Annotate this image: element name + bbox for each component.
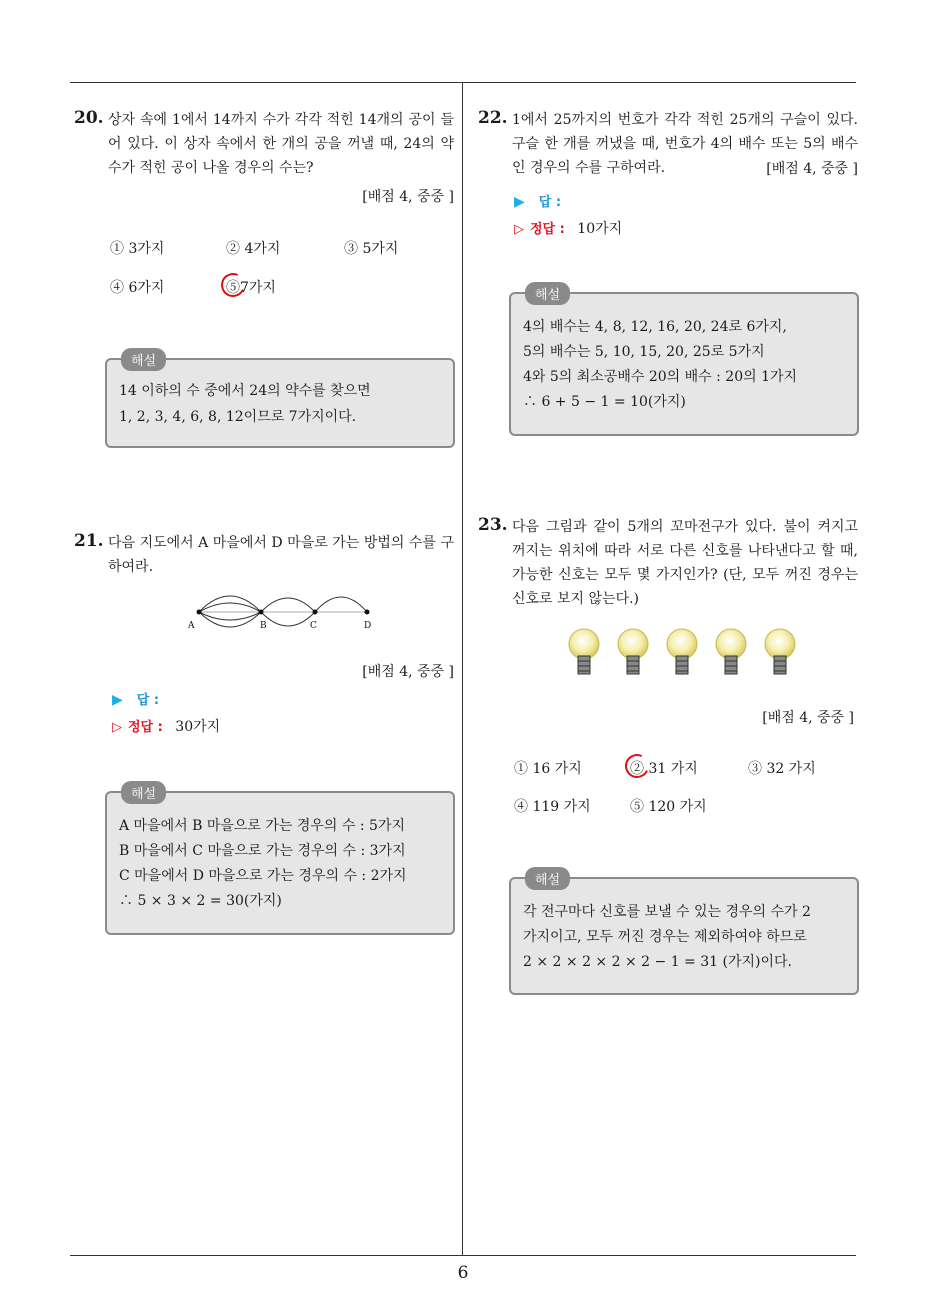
path-ab-1 bbox=[199, 596, 261, 612]
explanation-line: B 마을에서 C 마을으로 가는 경우의 수 : 3가지 bbox=[119, 843, 406, 859]
correct-row-22 bbox=[514, 218, 622, 238]
question-number: 20. bbox=[74, 108, 104, 128]
map-diagram bbox=[180, 588, 380, 632]
explanation-line: 가지이고, 모두 꺼진 경우는 제외하여야 하므로 bbox=[523, 929, 807, 945]
node-a bbox=[197, 610, 202, 615]
choice-text: 5가지 bbox=[362, 241, 399, 257]
question-number: 21. bbox=[74, 531, 104, 551]
explanation-line: 4와 5의 최소공배수 20의 배수 : 20의 1가지 bbox=[523, 369, 798, 385]
choice-text: 3가지 bbox=[128, 241, 165, 257]
play-icon: ▶ bbox=[514, 194, 525, 210]
path-cd-1 bbox=[315, 597, 367, 612]
bottom-rule bbox=[70, 1255, 856, 1256]
explanation-tab: 해설 bbox=[121, 348, 166, 371]
node-label-a: A bbox=[188, 621, 195, 631]
choice-3[interactable] bbox=[748, 758, 816, 778]
explanation-tab: 해설 bbox=[525, 282, 570, 305]
explanation-line: 14 이하의 수 중에서 24의 약수를 찾으면 bbox=[119, 383, 371, 399]
path-ab-4 bbox=[199, 612, 261, 620]
path-bc-3 bbox=[261, 612, 315, 626]
score-meta: [배점 4, 중중 ] bbox=[362, 189, 454, 205]
choice-mark: ③ bbox=[748, 761, 762, 777]
question-text: 다음 지도에서 A 마을에서 D 마을로 가는 방법의 수를 구하여라. bbox=[108, 535, 454, 575]
correct-label: 정답 : bbox=[128, 720, 163, 735]
choice-text: 6가지 bbox=[128, 280, 165, 296]
path-bc-1 bbox=[261, 598, 315, 612]
choice-text: 32 가지 bbox=[766, 761, 816, 777]
bulb-5 bbox=[765, 629, 795, 674]
choice-mark: ① bbox=[110, 241, 124, 257]
explanation-line: 5의 배수는 5, 10, 15, 20, 25로 5가지 bbox=[523, 344, 765, 360]
bulb-2 bbox=[618, 629, 648, 674]
choice-text: 4가지 bbox=[244, 241, 281, 257]
question-number: 22. bbox=[478, 108, 508, 128]
question-text: 상자 속에 1에서 14까지 수가 각각 적힌 14개의 공이 들어 있다. 이 상자 속에서 한 개의 공을 꺼낼 때, 24의 약수가 적힌 공이 나올 경우의 수는? bbox=[108, 112, 454, 176]
bulb-4 bbox=[716, 629, 746, 674]
explanation-box-23 bbox=[509, 873, 859, 995]
node-d bbox=[365, 610, 370, 615]
bulb-3 bbox=[667, 629, 697, 674]
explanation-tab: 해설 bbox=[121, 781, 166, 804]
explanation-line: 2 × 2 × 2 × 2 × 2 − 1 = 31 (가지)이다. bbox=[523, 954, 792, 970]
question-text: 1에서 25까지의 번호가 각각 적힌 25개의 구슬이 있다. 구슬 한 개를 꺼냈을 때, 번호가 4의 배수 또는 5의 배수인 경우의 수를 구하여라. bbox=[512, 112, 858, 176]
column-divider bbox=[462, 82, 463, 1256]
node-label-b: B bbox=[260, 621, 267, 631]
question-number: 23. bbox=[478, 515, 508, 535]
bulb-1 bbox=[569, 629, 599, 674]
node-label-d: D bbox=[364, 621, 372, 631]
explanation-line: 4의 배수는 4, 8, 12, 16, 20, 24로 6가지, bbox=[523, 319, 787, 335]
explanation-line: ∴ 5 × 3 × 2 = 30(가지) bbox=[119, 893, 282, 909]
choice-mark: ① bbox=[514, 761, 528, 777]
node-b bbox=[259, 610, 264, 615]
choice-1[interactable] bbox=[514, 758, 582, 778]
choice-text: 119 가지 bbox=[532, 799, 591, 815]
node-c bbox=[313, 610, 318, 615]
score-meta-21: [배점 4, 중중 ] bbox=[362, 664, 454, 680]
answer-label: 답 : bbox=[136, 693, 160, 708]
explanation-line: C 마을에서 D 마을으로 가는 경우의 수 : 2가지 bbox=[119, 868, 407, 884]
explanation-box-22 bbox=[509, 288, 859, 436]
score-meta-22: [배점 4, 중중 ] bbox=[766, 161, 858, 177]
choice-4[interactable] bbox=[110, 277, 164, 297]
choice-mark: ⑤ bbox=[226, 280, 240, 296]
correct-row-21 bbox=[112, 716, 220, 736]
choice-mark: ③ bbox=[344, 241, 358, 257]
choice-1[interactable] bbox=[110, 238, 164, 258]
page-number: 6 bbox=[457, 1263, 469, 1283]
choice-mark: ④ bbox=[110, 280, 124, 296]
choice-mark: ④ bbox=[514, 799, 528, 815]
choice-4[interactable] bbox=[514, 796, 591, 816]
explanation-line: ∴ 6 + 5 − 1 = 10(가지) bbox=[523, 394, 686, 410]
choice-3[interactable] bbox=[344, 238, 398, 258]
score-meta-23: [배점 4, 중중 ] bbox=[762, 710, 854, 726]
question-text: 다음 그림과 같이 5개의 꼬마전구가 있다. 불이 켜지고 꺼지는 위치에 따라 서로 다른 신호를 나타낸다고 할 때, 가능한 신호는 모두 몇 가지인가? (단, 모두 꺼진 경우는 신호로 보지 않는다.) bbox=[512, 519, 858, 607]
choice-text: 31 가지 bbox=[648, 761, 698, 777]
choice-mark: ⑤ bbox=[630, 799, 644, 815]
answer-label: 답 : bbox=[538, 195, 562, 210]
choice-text: 7가지 bbox=[240, 280, 276, 296]
top-rule bbox=[70, 82, 856, 83]
play-icon: ▶ bbox=[112, 692, 123, 708]
correct-label: 정답 : bbox=[530, 222, 565, 237]
choice-text: 120 가지 bbox=[648, 799, 707, 815]
explanation-line: A 마을에서 B 마을으로 가는 경우의 수 : 5가지 bbox=[119, 818, 406, 834]
explanation-tab: 해설 bbox=[525, 867, 570, 890]
hollow-triangle-icon: ▷ bbox=[514, 222, 524, 237]
choice-text: 16 가지 bbox=[532, 761, 582, 777]
answer-row-21[interactable] bbox=[112, 689, 159, 708]
choice-mark: ② bbox=[226, 241, 240, 257]
node-label-c: C bbox=[310, 621, 317, 631]
explanation-line: 각 전구마다 신호를 보낼 수 있는 경우의 수가 2 bbox=[523, 904, 811, 920]
explanation-box-21 bbox=[105, 787, 455, 935]
hollow-triangle-icon: ▷ bbox=[112, 720, 122, 735]
choice-5[interactable] bbox=[630, 796, 707, 816]
explanation-line: 1, 2, 3, 4, 6, 8, 12이므로 7가지이다. bbox=[119, 409, 357, 425]
explanation-box-20 bbox=[105, 354, 455, 448]
light-bulbs-figure bbox=[560, 626, 810, 682]
choice-mark: ② bbox=[630, 761, 644, 777]
choice-2[interactable] bbox=[226, 238, 280, 258]
correct-answer: 10가지 bbox=[577, 221, 623, 237]
answer-row-22[interactable] bbox=[514, 191, 561, 210]
correct-answer: 30가지 bbox=[175, 719, 221, 735]
